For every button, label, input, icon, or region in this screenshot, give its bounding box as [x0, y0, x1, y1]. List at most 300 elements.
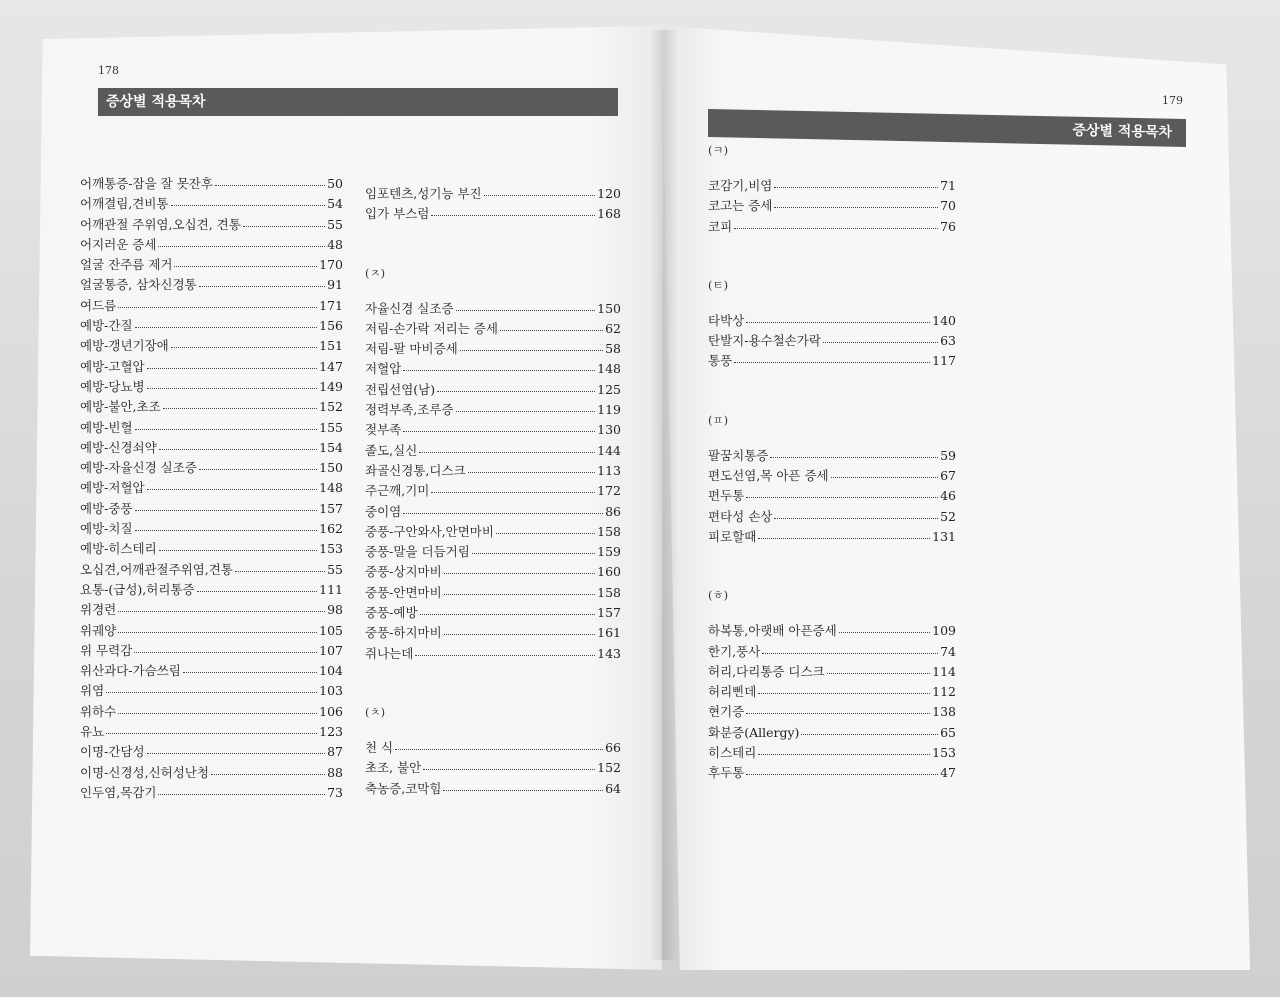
index-entry-page: 140 — [932, 312, 956, 328]
index-entry-title: 중풍-구안와사,안면마비 — [365, 523, 494, 539]
index-entry — [365, 420, 621, 440]
dot-leader — [456, 399, 596, 412]
index-entry — [80, 357, 343, 377]
index-entry-page: 113 — [597, 462, 621, 478]
index-entry — [365, 359, 621, 379]
index-entry-page: 144 — [597, 442, 621, 458]
index-entry — [80, 174, 343, 194]
index-entry — [80, 215, 343, 235]
index-entry — [708, 466, 956, 486]
index-entry — [80, 255, 343, 275]
index-entry — [80, 458, 343, 478]
index-entry — [80, 397, 343, 417]
index-entry-title: 예방-치질 — [80, 521, 133, 537]
left-column-2 — [365, 184, 621, 799]
index-entry-title: 현기증 — [708, 704, 745, 720]
dot-leader — [758, 526, 930, 539]
index-entry — [80, 499, 343, 519]
section-heading-j: (ㅈ) — [365, 265, 386, 280]
index-entry-title: 위 무력감 — [80, 642, 133, 658]
index-entry — [80, 580, 343, 600]
dot-leader — [147, 477, 318, 490]
dot-leader — [472, 541, 595, 554]
index-entry-title: 타박상 — [708, 312, 745, 328]
index-entry-page: 65 — [940, 724, 956, 740]
dot-leader — [415, 643, 595, 656]
left-page-number: 178 — [98, 64, 119, 77]
index-entry — [80, 296, 343, 316]
dot-leader — [444, 582, 595, 595]
index-entry-title: 후두통 — [708, 765, 745, 781]
index-entry-page: 152 — [597, 760, 621, 776]
index-entry-title: 예방-히스테리 — [80, 541, 157, 557]
index-entry-page: 62 — [605, 320, 621, 336]
dot-leader — [171, 193, 326, 206]
index-entry-page: 86 — [605, 503, 621, 519]
dot-leader — [827, 661, 931, 674]
index-entry-title: 하복통,아랫배 아픈증세 — [708, 623, 837, 639]
index-entry-title: 히스테리 — [708, 745, 757, 761]
index-group-h — [708, 621, 956, 783]
index-entry-title: 얼굴 잔주름 제거 — [80, 257, 173, 273]
index-entry-title: 오십견,어깨관절주위염,견통 — [80, 561, 233, 577]
right-column — [708, 142, 956, 784]
index-entry — [80, 722, 343, 742]
index-entry — [80, 539, 343, 559]
index-entry-page: 107 — [319, 642, 343, 658]
section-heading-t: (ㅌ) — [708, 277, 729, 292]
index-entry — [80, 478, 343, 498]
index-entry-title: 어깨통증-잠을 잘 못잔후 — [80, 176, 213, 191]
index-entry — [80, 621, 343, 641]
index-entry-title: 한기,풍사 — [708, 643, 761, 659]
index-entry — [365, 542, 621, 562]
index-entry-page: 66 — [605, 739, 621, 755]
index-entry-page: 88 — [327, 764, 343, 780]
dot-leader — [746, 485, 938, 498]
index-entry-title: 코감기,비염 — [708, 178, 773, 193]
index-group-t — [708, 311, 956, 372]
dot-leader — [159, 437, 317, 450]
index-entry — [365, 184, 621, 204]
index-entry-page: 111 — [319, 581, 343, 597]
dot-leader — [774, 506, 938, 519]
index-entry-title: 피로할때 — [708, 528, 757, 544]
dot-leader — [147, 741, 325, 754]
index-entry-title: 축농증,코막힘 — [365, 780, 442, 796]
index-entry — [80, 560, 343, 580]
dot-leader — [770, 445, 938, 458]
index-entry-title: 통풍 — [708, 353, 733, 369]
dot-leader — [801, 722, 938, 735]
dot-leader — [774, 195, 938, 208]
index-entry-title: 중풍-하지마비 — [365, 625, 442, 641]
index-entry-title: 허리삔데 — [708, 684, 757, 700]
index-entry-title: 편타성 손상 — [708, 508, 773, 524]
index-entry-page: 87 — [327, 744, 343, 760]
dot-leader — [158, 782, 325, 795]
left-page-header — [98, 88, 618, 116]
index-entry-title: 예방-고혈압 — [80, 358, 145, 374]
dot-leader — [135, 498, 318, 511]
index-entry-title: 팔꿈치통증 — [708, 447, 769, 463]
dot-leader — [134, 640, 317, 653]
index-entry-title: 예방-자율신경 실조증 — [80, 460, 197, 476]
index-entry-page: 155 — [319, 419, 343, 435]
section-heading-p: (ㅍ) — [708, 412, 729, 427]
index-entry — [365, 562, 621, 582]
index-entry — [708, 682, 956, 702]
dot-leader — [762, 641, 938, 654]
dot-leader — [163, 396, 317, 409]
index-entry — [708, 527, 956, 547]
dot-leader — [774, 175, 938, 188]
dot-leader — [135, 417, 318, 430]
index-entry-page: 148 — [597, 361, 621, 377]
index-entry-page: 153 — [319, 541, 343, 557]
index-entry — [80, 235, 343, 255]
index-entry-page: 158 — [597, 584, 621, 600]
index-entry — [80, 519, 343, 539]
dot-leader — [183, 660, 317, 673]
dot-leader — [171, 335, 317, 348]
index-entry-title: 자율신경 실조증 — [365, 300, 454, 316]
index-entry-page: 157 — [319, 500, 343, 516]
index-entry-page: 73 — [327, 784, 343, 800]
dot-leader — [734, 350, 930, 363]
index-entry-page: 58 — [605, 341, 621, 357]
index-entry-page: 152 — [319, 399, 343, 415]
index-entry-title: 어깨결림,견비통 — [80, 196, 169, 212]
index-entry-title: 편도선염,목 아픈 증세 — [708, 468, 829, 484]
index-entry-page: 131 — [932, 528, 956, 544]
index-entry — [80, 702, 343, 722]
index-entry-page: 112 — [932, 684, 956, 700]
index-entry-page: 162 — [319, 521, 343, 537]
index-entry-page: 106 — [319, 703, 343, 719]
index-entry — [80, 681, 343, 701]
index-entry-title: 위궤양 — [80, 622, 117, 638]
index-entry-title: 젖부족 — [365, 422, 402, 438]
index-entry-title: 코고는 증세 — [708, 198, 773, 214]
index-entry-title: 저림-팔 마비증세 — [365, 341, 458, 357]
dot-leader — [823, 330, 938, 343]
index-entry — [365, 623, 621, 643]
index-entry — [80, 194, 343, 214]
dot-leader — [443, 778, 603, 791]
dot-leader — [419, 440, 595, 453]
index-entry-page: 143 — [597, 645, 621, 661]
section-heading-ch: (ㅊ) — [365, 704, 386, 719]
index-entry-page: 114 — [932, 663, 956, 679]
index-entry-page: 147 — [319, 358, 343, 374]
index-entry — [365, 758, 621, 778]
dot-leader — [215, 173, 325, 186]
index-entry-title: 임포텐츠,성기능 부진 — [365, 186, 482, 201]
index-entry-title: 저혈압 — [365, 361, 402, 377]
index-entry — [708, 446, 956, 466]
dot-leader — [758, 742, 930, 755]
index-entry — [708, 642, 956, 662]
index-entry — [80, 742, 343, 762]
index-entry-title: 예방-저혈압 — [80, 480, 145, 496]
index-entry-page: 48 — [327, 236, 343, 252]
dot-leader — [159, 538, 317, 551]
index-entry — [365, 441, 621, 461]
index-entry-page: 105 — [319, 622, 343, 638]
index-entry-title: 예방-빈혈 — [80, 419, 133, 435]
index-entry — [365, 583, 621, 603]
dot-leader — [496, 521, 595, 534]
index-entry-title: 허리,다리통증 디스크 — [708, 663, 825, 679]
index-entry-title: 예방-불안,초조 — [80, 399, 161, 415]
index-entry — [708, 662, 956, 682]
index-entry-page: 119 — [597, 402, 621, 418]
index-entry-title: 중이염 — [365, 503, 402, 519]
index-group-ch — [365, 738, 621, 799]
dot-leader — [106, 721, 317, 734]
index-entry-page: 91 — [327, 277, 343, 293]
dot-leader — [197, 579, 318, 592]
dot-leader — [468, 460, 596, 473]
index-entry — [708, 217, 956, 237]
dot-leader — [403, 419, 595, 432]
dot-leader — [174, 254, 317, 267]
index-entry — [365, 380, 621, 400]
index-entry-page: 104 — [319, 663, 343, 679]
index-entry-page: 103 — [319, 683, 343, 699]
right-header-label: 증상별 적용목차 — [1072, 122, 1172, 141]
index-entry — [708, 763, 956, 783]
dot-leader — [118, 295, 317, 308]
index-entry-title: 좌골신경통,디스크 — [365, 462, 466, 478]
index-entry-page: 71 — [940, 178, 956, 193]
index-entry-page: 70 — [940, 198, 956, 214]
index-entry-page: 55 — [327, 216, 343, 232]
section-heading-h: (ㅎ) — [708, 588, 729, 603]
dot-leader — [484, 183, 596, 196]
dot-leader — [403, 501, 603, 514]
dot-leader — [431, 203, 595, 216]
index-entry-page: 159 — [597, 544, 621, 560]
index-entry-page: 55 — [327, 561, 343, 577]
index-entry-title: 얼굴통증, 삼차신경통 — [80, 277, 197, 293]
index-entry-page: 168 — [597, 206, 621, 222]
index-entry-title: 천 식 — [365, 739, 394, 755]
dot-leader — [395, 737, 603, 750]
dot-leader — [243, 214, 325, 227]
index-entry-page: 148 — [319, 480, 343, 496]
dot-leader — [118, 620, 317, 633]
index-entry-title: 인두염,목감기 — [80, 784, 157, 800]
index-entry-title: 주근깨,기미 — [365, 483, 430, 499]
index-entry-page: 64 — [605, 780, 621, 796]
index-entry-page: 171 — [319, 297, 343, 313]
index-entry-title: 이명-신경성,신허성난청 — [80, 764, 209, 780]
index-entry-title: 예방-당뇨병 — [80, 378, 145, 394]
index-entry-page: 63 — [940, 333, 956, 349]
index-entry — [365, 400, 621, 420]
index-entry — [708, 176, 956, 196]
index-entry-title: 편두통 — [708, 488, 745, 504]
index-entry — [365, 522, 621, 542]
index-entry-title: 위산과다-가슴쓰림 — [80, 663, 181, 679]
index-entry-page: 120 — [597, 186, 621, 201]
index-entry-title: 중풍-예방 — [365, 605, 418, 621]
index-entry-title: 탄발지-용수철손가락 — [708, 333, 821, 349]
index-entry — [365, 603, 621, 623]
index-entry-title: 위하수 — [80, 703, 117, 719]
left-header-label: 증상별 적용목차 — [106, 94, 206, 110]
dot-leader — [199, 457, 317, 470]
dot-leader — [199, 274, 325, 287]
index-entry-title: 입가 부스럼 — [365, 206, 430, 222]
index-entry — [365, 644, 621, 664]
dot-leader — [746, 310, 930, 323]
index-entry-title: 쥐나는데 — [365, 645, 414, 661]
index-entry-page: 156 — [319, 318, 343, 334]
index-entry-page: 74 — [940, 643, 956, 659]
index-entry — [80, 336, 343, 356]
index-entry — [708, 723, 956, 743]
index-entry — [80, 438, 343, 458]
index-group-top — [365, 184, 621, 225]
dot-leader — [118, 599, 325, 612]
index-entry — [80, 600, 343, 620]
index-entry-title: 위경련 — [80, 602, 117, 618]
index-entry — [80, 316, 343, 336]
index-entry-page: 158 — [597, 523, 621, 539]
index-entry — [365, 738, 621, 758]
index-group-j — [365, 299, 621, 664]
right-page-number: 179 — [1162, 94, 1183, 107]
index-group-k — [708, 176, 956, 237]
dot-leader — [135, 518, 318, 531]
index-entry-page: 125 — [597, 381, 621, 397]
index-entry — [365, 319, 621, 339]
index-entry-title: 요통-(급성),허리통증 — [80, 581, 195, 597]
book-gutter — [650, 30, 678, 960]
index-entry-page: 150 — [597, 300, 621, 316]
index-entry — [708, 702, 956, 722]
index-entry-page: 117 — [932, 353, 956, 369]
index-entry — [365, 299, 621, 319]
index-entry-page: 151 — [319, 338, 343, 354]
index-entry — [365, 461, 621, 481]
index-entry — [365, 339, 621, 359]
index-entry-title: 위염 — [80, 683, 105, 699]
index-entry — [708, 196, 956, 216]
index-entry-page: 123 — [319, 724, 343, 740]
index-entry-page: 154 — [319, 439, 343, 455]
index-entry — [80, 783, 343, 803]
index-entry-title: 예방-간질 — [80, 318, 133, 334]
index-entry-title: 중풍-말을 더듬거림 — [365, 544, 470, 560]
index-entry-title: 여드름 — [80, 297, 117, 313]
index-entry-title: 정력부족,조루증 — [365, 402, 454, 418]
dot-leader — [460, 338, 603, 351]
index-entry-page: 161 — [597, 625, 621, 641]
index-entry — [708, 331, 956, 351]
dot-leader — [746, 762, 938, 775]
index-entry-title: 중풍-안면마비 — [365, 584, 442, 600]
dot-leader — [211, 762, 325, 775]
index-entry — [708, 311, 956, 331]
index-entry-page: 150 — [319, 460, 343, 476]
index-entry-title: 예방-신경쇠약 — [80, 439, 157, 455]
index-entry — [365, 502, 621, 522]
index-entry-title: 이명-간담성 — [80, 744, 145, 760]
index-entry-page: 109 — [932, 623, 956, 639]
index-entry-title: 유뇨 — [80, 724, 105, 740]
index-entry-page: 46 — [940, 488, 956, 504]
dot-leader — [500, 318, 603, 331]
dot-leader — [106, 680, 317, 693]
index-entry-title: 저림-손가락 저리는 증세 — [365, 320, 498, 336]
index-entry — [80, 418, 343, 438]
dot-leader — [758, 681, 930, 694]
index-entry — [708, 351, 956, 371]
dot-leader — [746, 701, 930, 714]
index-entry-page: 59 — [940, 447, 956, 463]
index-entry-title: 초조, 불안 — [365, 760, 422, 776]
index-entry-page: 172 — [597, 483, 621, 499]
index-entry-title: 전립선염(남) — [365, 381, 436, 397]
dot-leader — [456, 298, 596, 311]
index-entry-title: 중풍-상지마비 — [365, 564, 442, 580]
section-heading-k: (ㅋ) — [708, 143, 729, 157]
index-entry — [365, 481, 621, 501]
index-entry — [708, 743, 956, 763]
index-entry — [365, 779, 621, 799]
left-column-1 — [80, 174, 343, 803]
index-entry-page: 149 — [319, 378, 343, 394]
index-entry — [365, 204, 621, 224]
dot-leader — [118, 701, 317, 714]
dot-leader — [444, 561, 595, 574]
index-entry — [80, 275, 343, 295]
index-entry — [80, 763, 343, 783]
index-entry — [80, 641, 343, 661]
index-entry-page: 130 — [597, 422, 621, 438]
index-entry-page: 170 — [319, 257, 343, 273]
dot-leader — [423, 757, 595, 770]
index-entry-page: 138 — [932, 704, 956, 720]
dot-leader — [135, 315, 318, 328]
dot-leader — [147, 356, 318, 369]
index-entry-title: 예방-갱년기장애 — [80, 338, 169, 354]
dot-leader — [437, 379, 595, 392]
dot-leader — [420, 602, 596, 615]
index-entry — [708, 507, 956, 527]
index-entry — [708, 486, 956, 506]
index-entry-title: 코피 — [708, 218, 733, 234]
dot-leader — [235, 559, 325, 572]
index-entry-title: 졸도,실신 — [365, 442, 418, 458]
dot-leader — [734, 216, 938, 229]
dot-leader — [147, 376, 318, 389]
index-entry-title: 어깨관절 주위염,오십견, 견통 — [80, 216, 241, 232]
index-entry-page: 54 — [327, 196, 343, 212]
dot-leader — [403, 358, 595, 371]
index-entry-page: 67 — [940, 468, 956, 484]
dot-leader — [831, 465, 938, 478]
index-group-p — [708, 446, 956, 547]
dot-leader — [839, 620, 930, 633]
dot-leader — [431, 480, 595, 493]
index-entry-title: 어지러운 증세 — [80, 236, 157, 252]
index-entry-title: 예방-중풍 — [80, 500, 133, 516]
